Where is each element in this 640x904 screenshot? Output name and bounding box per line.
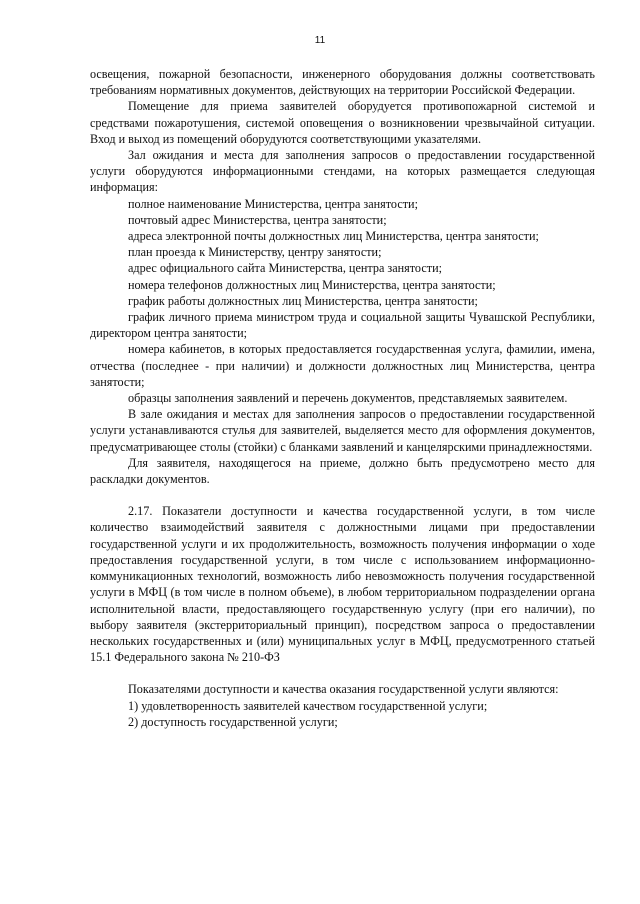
paragraph-document-space: Для заявителя, находящегося на приеме, должно быть предусмотрено место для раскладки документов. (90, 455, 595, 487)
list-item-reception-schedule: график личного приема министром труда и социальной защиты Чувашской Республики, директором центра занятости; (90, 310, 595, 341)
list-item-phone-numbers: номера телефонов должностных лиц Министерства, центра занятости; (128, 277, 496, 292)
list-item-satisfaction: 1) удовлетворенность заявителей качеством государственной услуги; (128, 698, 488, 713)
list-item-postal-address: почтовый адрес Министерства, центра занятости; (128, 212, 387, 227)
list-item-accessibility: 2) доступность государственной услуги; (128, 714, 338, 729)
paragraph-quality-indicators: Показателями доступности и качества оказания государственной услуги являются: (128, 682, 559, 697)
paragraph-equipment-requirements: освещения, пожарной безопасности, инженерного оборудования должны соответствовать требованиям нормативных документов, действующих на территории Российской Федерации. (90, 67, 595, 98)
paragraph-waiting-hall: В зале ожидания и местах для заполнения запросов о предоставлении государственной услуги устанавливаются стулья для заявителей, выделяется место для оформления документов, предусматривающее столы (стойки) с бланками заявлений и канцелярскими принадлежностями. (90, 407, 595, 454)
list-item-work-schedule: график работы должностных лиц Министерства, центра занятости; (128, 293, 478, 308)
list-item-office-numbers: номера кабинетов, в которых предоставляется государственная услуга, фамилии, имена, отчества (последнее - при наличии) и должности должностных лиц Министерства, центра занятости; (90, 342, 595, 389)
section-2-17: 2.17. Показатели доступности и качества государственной услуги, в том числе количество взаимодействий заявителя с должностными лицами при предоставлении государственной услуги и их продолжительность, возможность получения информации о ходе предоставления государственной услуги, в том числе с использованием информационно-коммуникационных технологий, возможность либо невозможность получения государственной услуги в МФЦ (в том числе в полном объеме), в любом территориальном подразделении органа исполнительной власти, предоставляющего государственную услугу (при его наличии), по выбору заявителя (экстерриториальный принцип), посредством запроса о предоставлении нескольких государственных и (или) муниципальных услуг в МФЦ, предусмотренного статьей 15.1 Федерального закона № 210-ФЗ (90, 504, 595, 665)
list-item-email-addresses: адреса электронной почты должностных лиц Министерства, центра занятости; (128, 229, 539, 244)
list-item-full-name: полное наименование Министерства, центра занятости; (128, 196, 418, 211)
page-number: 11 (314, 35, 326, 46)
document-body (90, 66, 595, 730)
paragraph-fire-safety: Помещение для приема заявителей оборудуется противопожарной системой и средствами пожаротушения, системой оповещения о возникновении чрезвычайной ситуации. Вход и выход из помещений оборудуются соответствующими указателями. (90, 99, 595, 146)
list-item-sample-forms: образцы заполнения заявлений и перечень документов, представляемых заявителем. (128, 391, 568, 406)
list-item-route-plan: план проезда к Министерству, центру занятости; (128, 245, 382, 260)
list-item-website-address: адрес официального сайта Министерства, центра занятости; (128, 261, 442, 276)
paragraph-info-stands: Зал ожидания и места для заполнения запросов о предоставлении государственной услуги оборудуются информационными стендами, на которых размещается следующая информация: (90, 148, 595, 195)
